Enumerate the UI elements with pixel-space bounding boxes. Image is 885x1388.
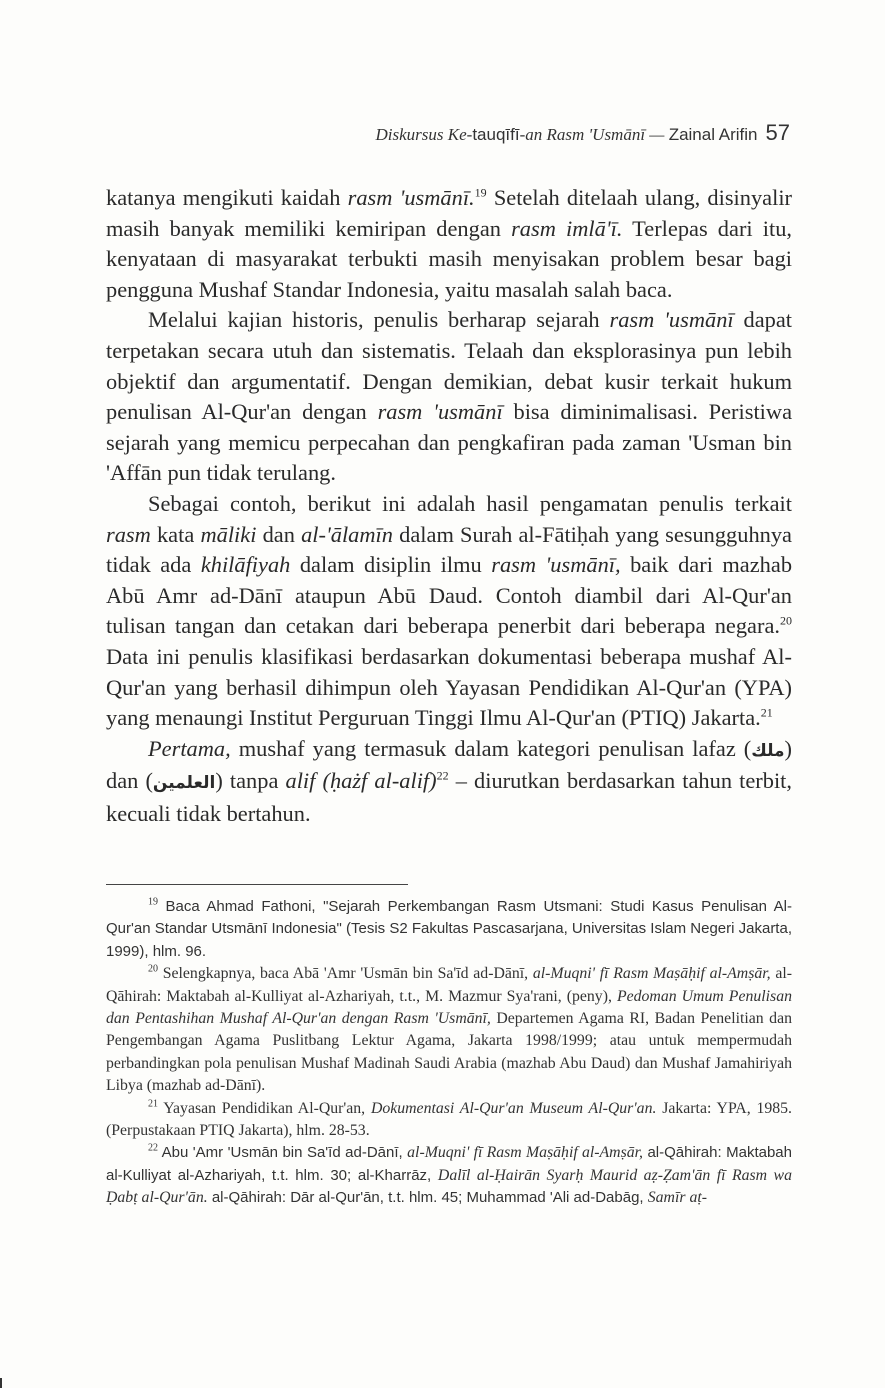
footnote-text: Yayasan Pendidikan Al-Qur'an,	[158, 1099, 371, 1117]
text-run: ) dan (	[106, 735, 792, 794]
text-run: dan	[256, 521, 302, 547]
text-run: dalam disiplin ilmu	[290, 552, 492, 578]
footnote-number: 19	[148, 896, 158, 908]
paragraph-1	[106, 183, 792, 305]
main-text	[106, 183, 792, 829]
italic-term: māliki	[200, 521, 257, 547]
arabic-word-alamin: العلمين	[152, 773, 216, 794]
footnote-title: al-Muqni' fī Rasm Maṣāḥif al-Amṣār,	[532, 965, 771, 983]
text-run: kata	[150, 521, 201, 547]
italic-term: khilāfiyah	[200, 552, 291, 578]
italic-term: rasm	[106, 521, 151, 547]
footnote-number: 22	[148, 1143, 158, 1155]
footnote-text: Selengkapnya, baca Abā 'Amr 'Usmān bin Sa'īd ad-Dānī,	[158, 965, 533, 983]
paragraph-3	[106, 489, 792, 734]
italic-term: Pertama,	[148, 735, 231, 761]
footnote-ref-22[interactable]: 22	[436, 768, 449, 783]
footnote-21	[106, 1098, 792, 1143]
header-author: Zainal Arifin	[668, 125, 758, 144]
italic-term: rasm 'usmānī	[377, 399, 503, 425]
footnote-ref-20[interactable]: 20	[780, 613, 792, 628]
footnote-ref-21[interactable]: 21	[760, 705, 773, 720]
footnote-text: al-Qāhirah: Maktabah al-Kulliyat al-Azhariyah, t.t., M. Mazmur Sya'rani, (peny),	[106, 965, 792, 1005]
header-title-italic-1: Diskursus Ke-	[375, 125, 473, 144]
text-run: katanya mengikuti kaidah	[106, 185, 348, 210]
page-edge-mark	[0, 1378, 2, 1388]
header-title-plain: tauqīfī	[472, 125, 520, 144]
footnotes	[106, 896, 792, 1210]
footnote-title: Dokumentasi Al-Qur'an Museum Al-Qur'an.	[370, 1099, 657, 1117]
footnote-text: Baca Ahmad Fathoni, "Sejarah Perkembangan Rasm Utsmani: Studi Kasus Penulisan Al-Qur'an Standar Utsmānī Indonesia" (Tesis S2 Fakultas Pascasarjana, Universitas Islam Negeri Jakarta, 1999), hlm. 96.	[106, 898, 792, 960]
text-run: Melalui kajian historis, penulis berharap sejarah	[148, 307, 610, 333]
text-run: baik dari mazhab Abū Amr ad-Dānī ataupun Abū Daud. Contoh diambil dari Al-Qur'an tulisan tangan dan cetakan dari beberapa penerbit dari beberapa negara.	[106, 552, 793, 639]
running-header	[150, 120, 790, 146]
text-run: mushaf yang termasuk dalam kategori penulisan lafaz (	[230, 735, 752, 761]
footnote-text: Jakarta: YPA, 1985. (Perpustakaan PTIQ Jakarta), hlm. 28-53.	[106, 1099, 792, 1140]
footnote-ref-19[interactable]: 19	[474, 185, 487, 200]
footnote-text: Departemen Agama RI, Badan Penelitian dan Pengembangan Agama Puslitbang Lektur Agama, Jakarta 1998/1999; atau untuk mempermudah perbandingkan pola penulisan Mushaf Madinah Saudi Arabia (mazhab Abu Daud) dan Mushaf Jamahiriyah Libya (mazhab ad-Dānī).	[106, 1010, 792, 1095]
footnote-19	[106, 896, 792, 963]
page-number: 57	[765, 120, 790, 145]
footnote-title: Dalīl al-Ḥairān Syarḥ Maurid aẓ-Ẓam'ān fī Rasm wa Ḍabṭ al-Qur'ān.	[106, 1166, 792, 1207]
footnote-title: Pedoman Umum Penulisan dan Pentashihan Mushaf Al-Qur'an dengan Rasm 'Usmānī,	[106, 987, 792, 1028]
text-run: Data ini penulis klasifikasi berdasarkan dokumentasi beberapa mushaf Al-Qur'an yang berhasil dihimpun oleh Yayasan Pendidikan Al-Qur'an (YPA) yang menaungi Institut Perguruan Tinggi Ilmu Al-Qur'an (PTIQ) Jakarta.	[106, 643, 792, 731]
italic-term: rasm 'usmānī,	[491, 552, 621, 578]
footnote-separator	[106, 884, 408, 885]
text-run: dalam Surah al-Fātiḥah yang sesungguhnya tidak ada	[106, 521, 792, 578]
italic-term: rasm 'usmānī	[609, 307, 734, 333]
text-run: ) tanpa	[215, 768, 286, 794]
footnote-text: Abu 'Amr 'Usmān bin Sa'īd ad-Dānī,	[158, 1144, 408, 1162]
text-run: – diurutkan berdasarkan tahun terbit, kecuali tidak bertahun.	[106, 768, 792, 826]
text-run: Terlepas dari itu, kenyataan di masyarakat terbukti masih menyisakan problem besar bagi pengguna Mushaf Standar Indonesia, yaitu masalah salah baca.	[106, 215, 792, 302]
italic-term: al-'ālamīn	[301, 521, 393, 547]
text-run: Setelah ditelaah ulang, disinyalir masih banyak memiliki kemiripan dengan	[106, 185, 793, 241]
footnote-title: al-Muqni' fī Rasm Maṣāḥif al-Amṣār,	[407, 1144, 643, 1162]
text-run: dapat terpetakan secara utuh dan sistematis. Telaah dan eksplorasinya pun lebih objektif dan argumentatif. Dengan demikian, debat kusir terkait hukum penulisan Al-Qur'an dengan	[106, 307, 792, 425]
header-title-italic-2: -an Rasm 'Usmānī —	[519, 125, 669, 144]
footnote-text: al-Qāhirah: Maktabah al-Kulliyat al-Azhariyah, t.t. hlm. 30; al-Kharrāz,	[106, 1144, 792, 1184]
arabic-word-maliki: ملك	[751, 740, 785, 761]
footnote-number: 21	[148, 1098, 158, 1110]
paragraph-2	[106, 305, 792, 489]
footnote-title: Samīr aṭ-	[647, 1189, 707, 1207]
text-run: Sebagai contoh, berikut ini adalah hasil pengamatan penulis terkait	[148, 490, 792, 516]
footnote-20	[106, 963, 792, 1097]
italic-term: alif (ḥażf al-alif)	[285, 768, 437, 794]
paragraph-4	[106, 734, 792, 830]
footnote-number: 20	[148, 963, 158, 975]
footnote-text: al-Qāhirah: Dār al-Qur'ān, t.t. hlm. 45; Muhammad 'Ali ad-Dabāg,	[207, 1189, 648, 1207]
text-run: bisa diminimalisasi. Peristiwa sejarah yang memicu perpecahan dan pengkafiran pada zaman 'Usman bin 'Affān pun tidak terulang.	[106, 399, 793, 486]
footnote-22	[106, 1142, 792, 1209]
italic-term: rasm imlā'ī.	[511, 215, 623, 241]
italic-term: rasm 'usmānī.	[347, 185, 475, 210]
